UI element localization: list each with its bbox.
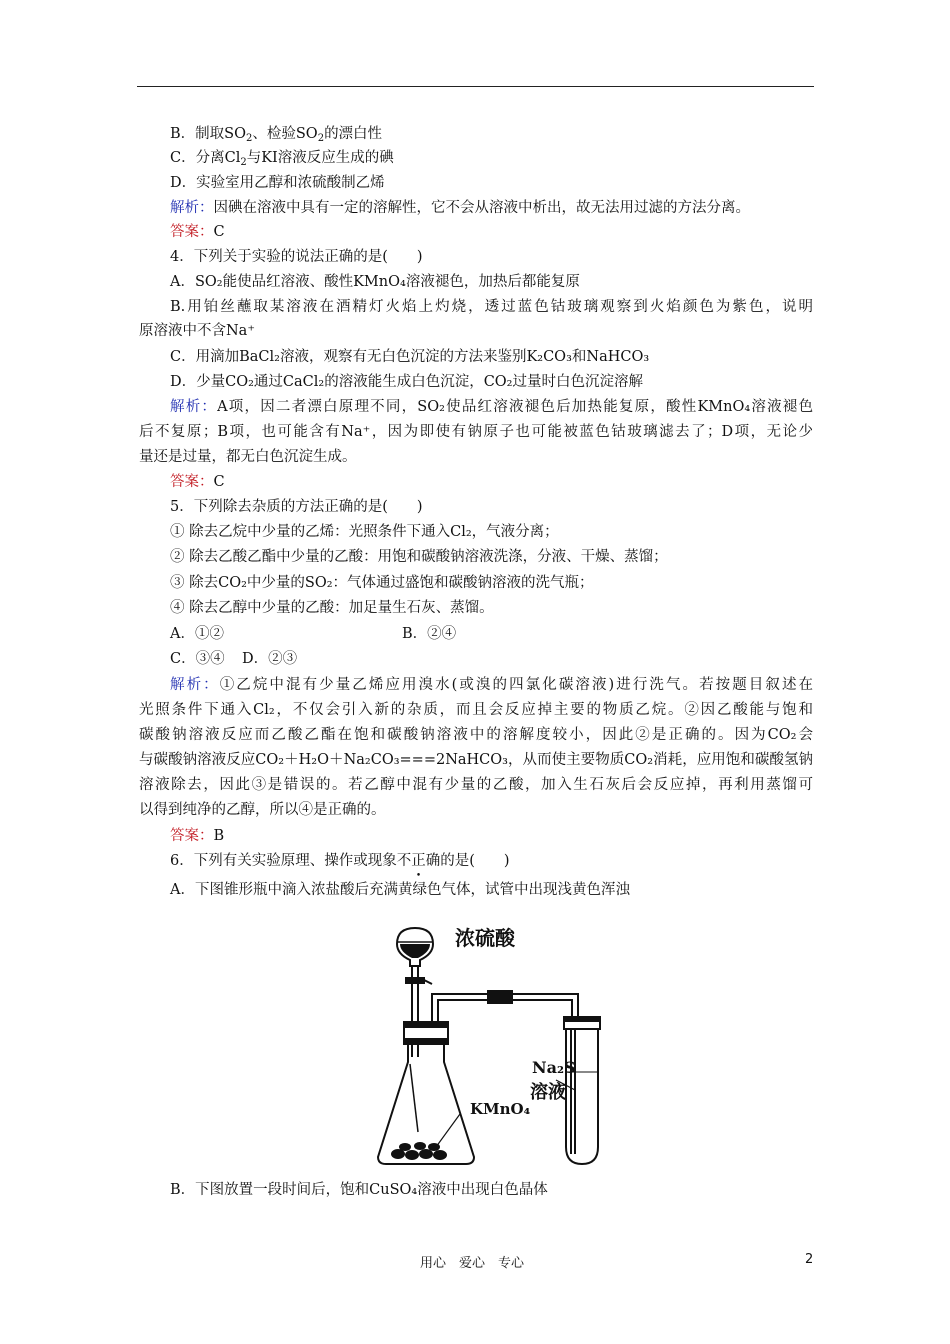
analysis-label: 解析： xyxy=(170,677,220,693)
q6-option-a: A．下图锥形瓶中滴入浓盐酸后充满黄绿色气体，试管中出现浅黄色浑浊 xyxy=(170,882,630,898)
q6-stem: 6．下列有关实验原理、操作或现象不正确的是( ) xyxy=(170,853,510,869)
q5-analysis-line4: 与碳酸钠溶液反应CO₂＋H₂O＋Na₂CO₃===2NaHCO₃，从而使主要物质CO₂消耗，应用饱和碳酸氢钠 xyxy=(139,752,813,768)
q4-analysis-line1: 解析：A项，因二者漂白原理不同，SO₂使品红溶液褪色后加热能复原，酸性KMnO₄溶液褪色 xyxy=(170,399,813,415)
apparatus-figure xyxy=(370,922,610,1171)
q5-option-d: D．②③ xyxy=(242,651,298,667)
header-rule xyxy=(137,86,814,87)
q3-analysis: 解析：因碘在溶液中具有一定的溶解性，它不会从溶液中析出，故无法用过滤的方法分离。 xyxy=(170,200,750,216)
q5-item-1: ① 除去乙烷中少量的乙烯：光照条件下通入Cl₂，气液分离； xyxy=(170,524,559,540)
q4-option-a: A．SO₂能使品红溶液、酸性KMnO₄溶液褪色，加热后都能复原 xyxy=(170,274,580,290)
q4-option-d: D．少量CO₂通过CaCl₂的溶液能生成白色沉淀，CO₂过量时白色沉淀溶解 xyxy=(170,374,643,390)
label-concentrated-sulfuric-acid: 浓硫酸 xyxy=(455,926,515,950)
analysis-label: 解析： xyxy=(170,399,218,415)
q5-analysis-line3: 碳酸钠溶液反应而乙酸乙酯在饱和碳酸钠溶液中的溶解度较小，因此②是正确的。因为CO₂会 xyxy=(139,727,813,743)
q4-analysis-line2: 后不复原；B项，也可能含有Na⁺，因为即使有钠原子也可能被蓝色钴玻璃滤去了；D项，无论少 xyxy=(139,424,813,440)
q5-analysis-line1: 解析：①乙烷中混有少量乙烯应用溴水(或溴的四氯化碳溶液)进行洗气。若按题目叙述在 xyxy=(170,677,814,693)
q3-answer: 答案：C xyxy=(170,224,225,240)
q4-analysis-line3: 量还是过量，都无白色沉淀生成。 xyxy=(139,449,357,465)
q4-option-c: C．用滴加BaCl₂溶液，观察有无白色沉淀的方法来鉴别K₂CO₃和NaHCO₃ xyxy=(170,349,650,365)
q5-analysis-line2: 光照条件下通入Cl₂，不仅会引入新的杂质，而且会反应掉主要的物质乙烷。②因乙酸能与饱和 xyxy=(139,702,813,718)
q5-analysis-line6: 以得到纯净的乙醇，所以④是正确的。 xyxy=(139,802,386,818)
q5-item-4: ④ 除去乙醇中少量的乙酸：加足量生石灰、蒸馏。 xyxy=(170,600,494,616)
q4-option-b-line2: 原溶液中不含Na⁺ xyxy=(139,323,255,339)
q5-analysis-line5: 溶液除去，因此③是错误的。若乙醇中混有少量的乙酸，加入生石灰后会反应掉，再利用蒸馏可 xyxy=(139,777,813,793)
footer-motto: 用心 爱心 专心 xyxy=(420,1256,525,1271)
q4-stem: 4．下列关于实验的说法正确的是( ) xyxy=(170,249,423,265)
q4-option-b-line1: B.用铂丝蘸取某溶液在酒精灯火焰上灼烧，透过蓝色钴玻璃观察到火焰颜色为紫色，说明 xyxy=(170,299,813,315)
q4-answer: 答案：C xyxy=(170,474,225,490)
q5-option-c: C．③④ xyxy=(170,651,225,667)
label-na2s: Na₂S xyxy=(532,1058,576,1077)
answer-label: 答案： xyxy=(170,224,214,240)
q5-option-a: A．①② xyxy=(170,626,224,642)
q5-item-3: ③ 除去CO₂中少量的SO₂：气体通过盛饱和碳酸钠溶液的洗气瓶； xyxy=(170,575,594,591)
analysis-label: 解析： xyxy=(170,200,214,216)
emphasis-dots: 不正确 xyxy=(396,853,441,869)
q5-option-b: B．②④ xyxy=(402,626,457,642)
page-number: 2 xyxy=(805,1252,814,1267)
q5-item-2: ② 除去乙酸乙酯中少量的乙酸：用饱和碳酸钠溶液洗涤，分液、干燥、蒸馏； xyxy=(170,549,668,565)
apparatus-drawing xyxy=(370,922,610,1167)
label-kmno4: KMnO₄ xyxy=(470,1100,531,1118)
q6-option-b: B．下图放置一段时间后，饱和CuSO₄溶液中出现白色晶体 xyxy=(170,1182,548,1198)
q5-answer: 答案：B xyxy=(170,828,225,844)
q3-option-d: D．实验室用乙醇和浓硫酸制乙烯 xyxy=(170,175,385,191)
answer-label: 答案： xyxy=(170,474,214,490)
q3-option-c: C．分离$Cl_2$与KI溶液反应生成的碘 xyxy=(170,150,394,168)
answer-label: 答案： xyxy=(170,828,214,844)
q5-stem: 5．下列除去杂质的方法正确的是( ) xyxy=(170,499,423,515)
q3-option-b: B．制取$SO_2$、检验$SO_2$的漂白性 xyxy=(170,126,383,144)
label-solution: 溶液 xyxy=(530,1082,566,1103)
